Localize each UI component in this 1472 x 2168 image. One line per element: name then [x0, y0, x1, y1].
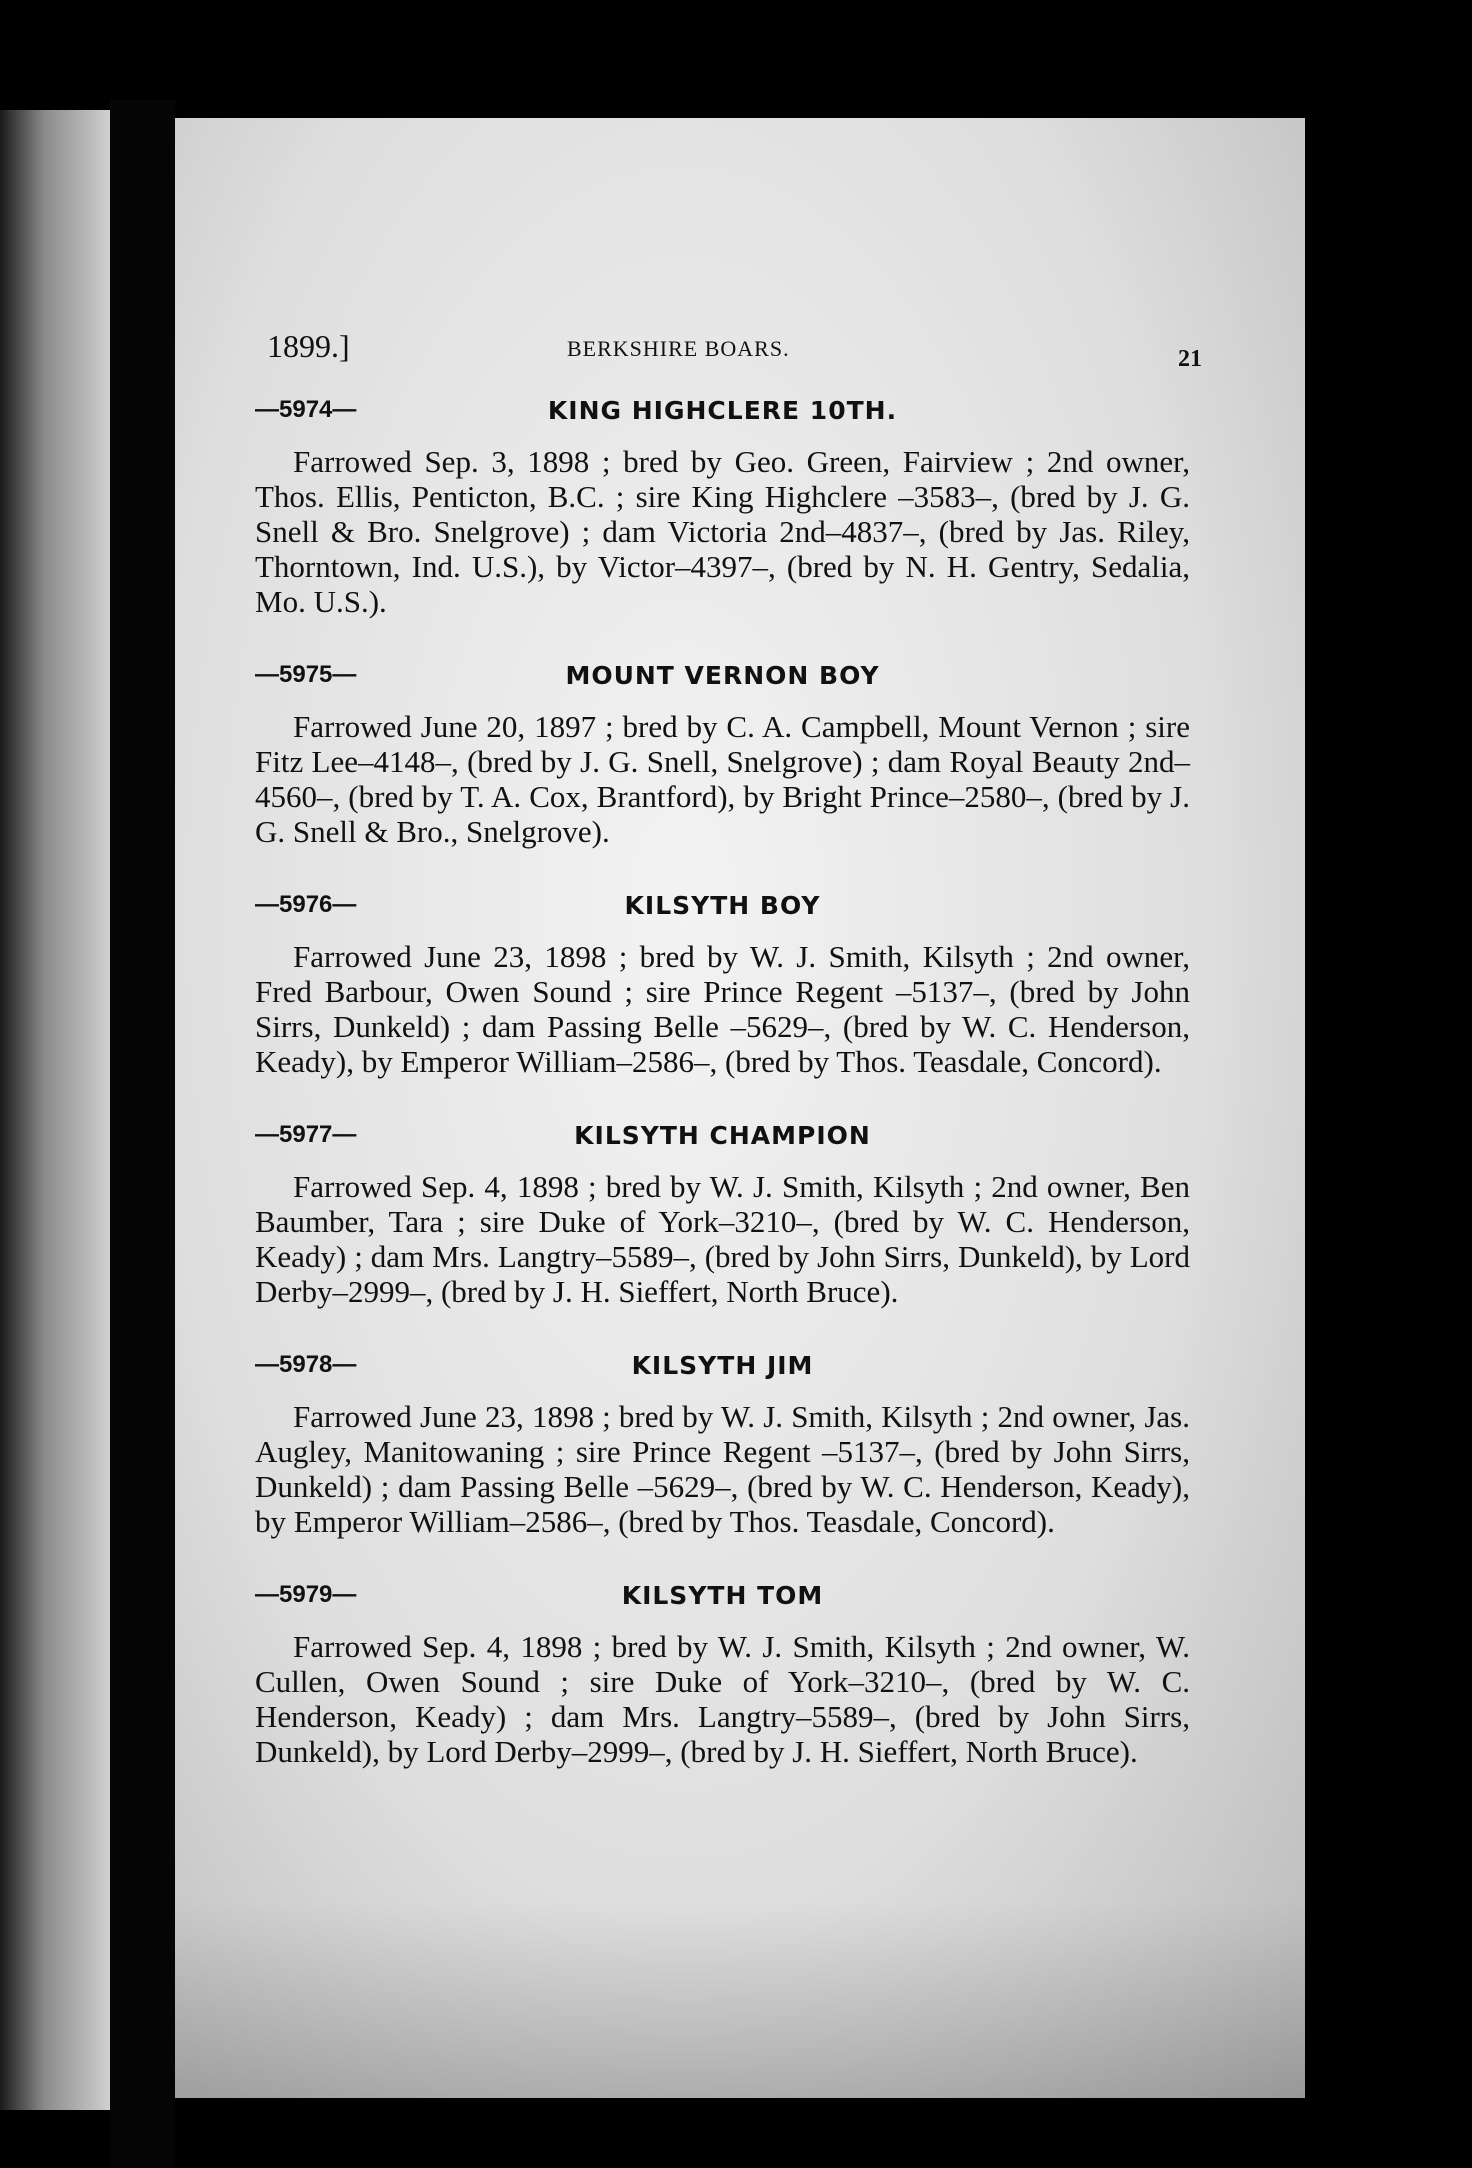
entry-pedigree: Farrowed Sep. 4, 1898 ; bred by W. J. Smith, Kilsyth ; 2nd owner, W. Cullen, Owen Sound ; sire Duke of York–3210–, (bred by W. C. Henderson, Keady) ; dam Mrs. Langtry–5589–, (bred by John Sirrs, Dunkeld), by Lord Derby–2999–, (bred by J. H. Sieffert, North Bruce).: [255, 1629, 1190, 1769]
entry-heading: [255, 655, 1190, 703]
register-entry: [255, 1345, 1190, 1539]
header-year: 1899.]: [267, 328, 350, 364]
running-header: [267, 328, 1202, 388]
entry-number: —5974—: [255, 396, 357, 423]
register-entry: [255, 885, 1190, 1079]
entry-name: KILSYTH BOY: [624, 891, 821, 920]
entry-pedigree: Farrowed Sep. 4, 1898 ; bred by W. J. Smith, Kilsyth ; 2nd owner, Ben Baumber, Tara ; sire Duke of York–3210–, (bred by W. C. Henderson, Keady) ; dam Mrs. Langtry–5589–, (bred by John Sirrs, Dunkeld), by Lord Derby–2999–, (bred by J. H. Sieffert, North Bruce).: [255, 1169, 1190, 1309]
entry-name: KILSYTH JIM: [631, 1351, 814, 1380]
entry-number: —5979—: [255, 1581, 357, 1608]
page-shadow: [175, 1900, 1305, 2098]
entry-number: —5978—: [255, 1351, 357, 1378]
entry-name: KING HIGHCLERE 10TH.: [547, 396, 898, 425]
herd-register-entries: [255, 390, 1190, 1805]
entry-pedigree: Farrowed Sep. 3, 1898 ; bred by Geo. Green, Fairview ; 2nd owner, Thos. Ellis, Penticton, B.C. ; sire King Highclere –3583–, (bred by J. G. Snell & Bro. Snelgrove) ; dam Victoria 2nd–4837–, (bred by Jas. Riley, Thorntown, Ind. U.S.), by Victor–4397–, (bred by N. H. Gentry, Sedalia, Mo. U.S.).: [255, 444, 1190, 619]
entry-heading: [255, 885, 1190, 933]
register-entry: [255, 655, 1190, 849]
entry-name: MOUNT VERNON BOY: [565, 661, 880, 690]
entry-pedigree: Farrowed June 23, 1898 ; bred by W. J. Smith, Kilsyth ; 2nd owner, Jas. Augley, Manitowaning ; sire Prince Regent –5137–, (bred by John Sirrs, Dunkeld) ; dam Passing Belle –5629–, (bred by W. C. Henderson, Keady), by Emperor William–2586–, (bred by Thos. Teasdale, Concord).: [255, 1399, 1190, 1539]
entry-heading: [255, 1345, 1190, 1393]
entry-number: —5977—: [255, 1121, 357, 1148]
entry-name: KILSYTH TOM: [621, 1581, 824, 1610]
facing-page-edge: [0, 110, 110, 2110]
entry-number: —5976—: [255, 891, 357, 918]
entry-number: —5975—: [255, 661, 357, 688]
register-entry: [255, 1575, 1190, 1769]
entry-pedigree: Farrowed June 23, 1898 ; bred by W. J. Smith, Kilsyth ; 2nd owner, Fred Barbour, Owen Sound ; sire Prince Regent –5137–, (bred by John Sirrs, Dunkeld) ; dam Passing Belle –5629–, (bred by W. C. Henderson, Keady), by Emperor William–2586–, (bred by Thos. Teasdale, Concord).: [255, 939, 1190, 1079]
page-number: 21: [1178, 346, 1202, 372]
entry-name: KILSYTH CHAMPION: [574, 1121, 871, 1150]
header-title: BERKSHIRE BOARS.: [567, 336, 790, 361]
book-page: [175, 118, 1305, 2098]
register-entry: [255, 390, 1190, 619]
entry-heading: [255, 390, 1190, 438]
entry-heading: [255, 1575, 1190, 1623]
entry-pedigree: Farrowed June 20, 1897 ; bred by C. A. Campbell, Mount Vernon ; sire Fitz Lee–4148–, (bred by J. G. Snell, Snelgrove) ; dam Royal Beauty 2nd–4560–, (bred by T. A. Cox, Brantford), by Bright Prince–2580–, (bred by J. G. Snell & Bro., Snelgrove).: [255, 709, 1190, 849]
book-gutter: [110, 100, 175, 2168]
entry-heading: [255, 1115, 1190, 1163]
register-entry: [255, 1115, 1190, 1309]
